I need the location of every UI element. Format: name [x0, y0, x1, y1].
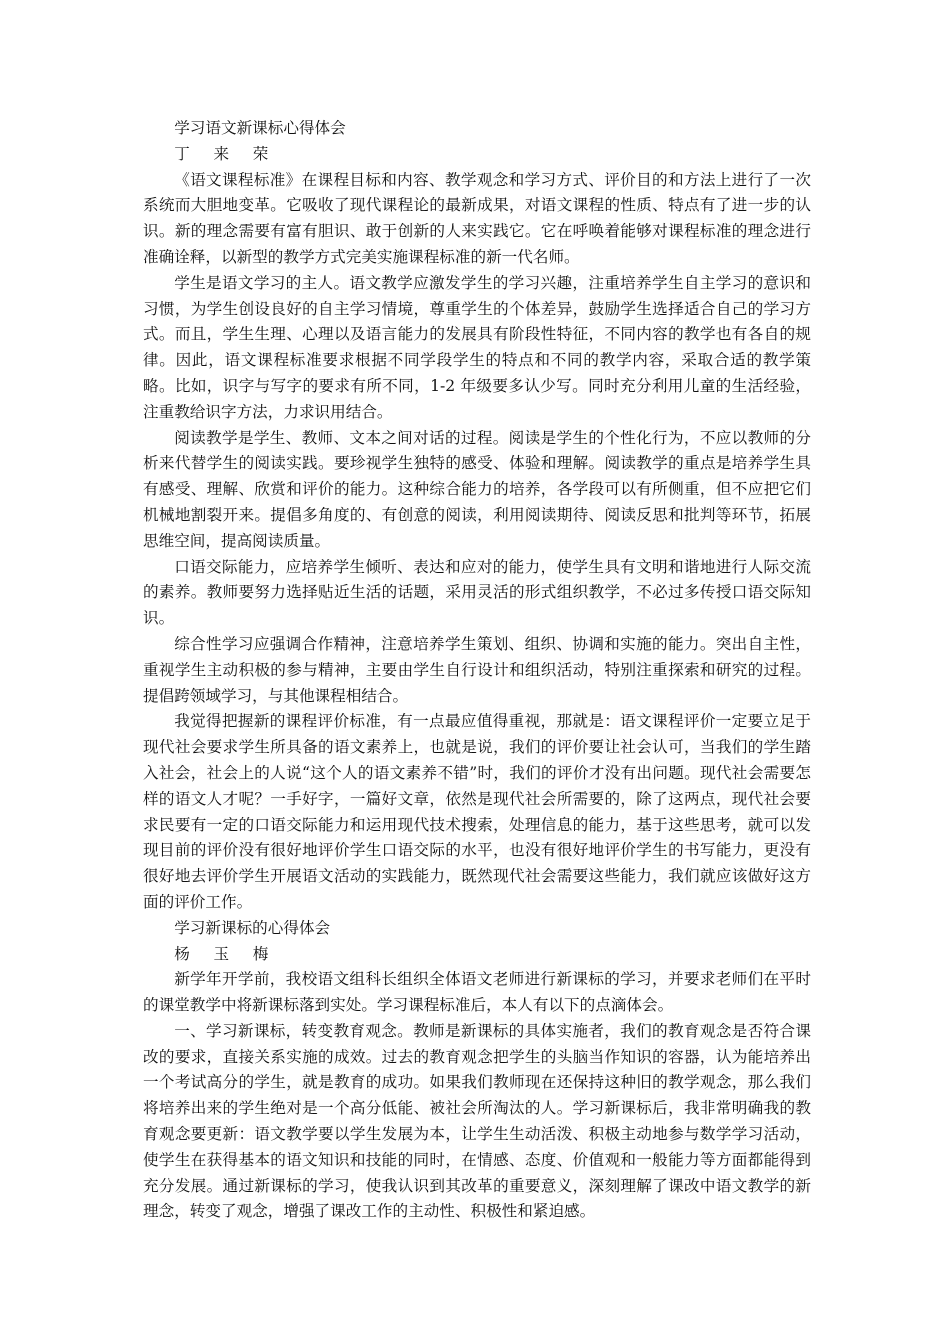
article1-paragraph: 阅读教学是学生、教师、文本之间对话的过程。阅读是学生的个性化行为，不应以教师的分析来代替学生的阅读实践。要珍视学生独特的感受、体验和理解。阅读教学的重点是培养学生具有感受、理解、欣赏和评价的能力。这种综合能力的培养，各学段可以有所侧重，但不应把它们机械地割裂开来。提倡多角度的、有创意的阅读，利用阅读期待、阅读反思和批判等环节，拓展思维空间，提高阅读质量。	[143, 428, 811, 550]
document-page	[143, 116, 811, 1225]
article2-title: 学习新课标的心得体会	[174, 918, 331, 937]
article1-paragraph: 学生是语文学习的主人。语文教学应激发学生的学习兴趣，注重培养学生自主学习的意识和习惯，为学生创设良好的自主学习情境，尊重学生的个体差异，鼓励学生选择适合自己的学习方式。而且，学生生理、心理以及语言能力的发展具有阶段性特征，不同内容的教学也有各自的规律。因此，语文课程标准要求根据不同学段学生的特点和不同的教学内容，采取合适的教学策略。比如，识字与写字的要求有所不同，1-2 年级要多认少写。同时充分利用儿童的生活经验，注重教给识字方法，力求识用结合。	[143, 273, 811, 421]
article1-author: 丁 来 荣	[174, 144, 278, 163]
article2-paragraph: 新学年开学前，我校语文组科长组织全体语文老师进行新课标的学习，并要求老师们在平时的课堂教学中将新课标落到实处。学习课程标准后，本人有以下的点滴体会。	[143, 970, 811, 1015]
article1-paragraph: 口语交际能力，应培养学生倾听、表达和应对的能力，使学生具有文明和谐地进行人际交流的素养。教师要努力选择贴近生活的话题，采用灵活的形式组织教学，不必过多传授口语交际知识。	[143, 557, 811, 628]
article2-paragraph: 一、学习新课标，转变教育观念。教师是新课标的具体实施者，我们的教育观念是否符合课改的要求，直接关系实施的成效。过去的教育观念把学生的头脑当作知识的容器，认为能培养出一个考试高分的学生，就是教育的成功。如果我们教师现在还保持这种旧的教学观念，那么我们将培养出来的学生绝对是一个高分低能、被社会所淘汰的人。学习新课标后，我非常明确我的教育观念要更新：语文教学要以学生发展为本，让学生生动活泼、积极主动地参与数学学习活动，使学生在获得基本的语文知识和技能的同时，在情感、态度、价值观和一般能力等方面都能得到充分发展。通过新课标的学习，使我认识到其改革的重要意义，深刻理解了课改中语文教学的新理念，转变了观念，增强了课改工作的主动性、积极性和紧迫感。	[143, 1021, 811, 1221]
article1-paragraph: 《语文课程标准》在课程目标和内容、教学观念和学习方式、评价目的和方法上进行了一次系统而大胆地变革。它吸收了现代课程论的最新成果，对语文课程的性质、特点有了进一步的认识。新的理念需要有富有胆识、敢于创新的人来实践它。它在呼唤着能够对课程标准的理念进行准确诠释，以新型的教学方式完美实施课程标准的新一代名师。	[143, 170, 811, 266]
article1-title: 学习语文新课标心得体会	[174, 119, 346, 137]
article1-paragraph: 我觉得把握新的课程评价标准，有一点最应值得重视，那就是：语文课程评价一定要立足于现代社会要求学生所具备的语文素养上，也就是说，我们的评价要让社会认可，当我们的学生踏入社会，社会上的人说“这个人的语文素养不错”时，我们的评价才没有出问题。现代社会需要怎样的语文人才呢？一手好字，一篇好文章，依然是现代社会所需要的，除了这两点，现代社会要求民要有一定的口语交际能力和运用现代技术搜索，处理信息的能力，基于这些思考，就可以发现目前的评价没有很好地评价学生口语交际的水平，也没有很好地评价学生的书写能力，更没有很好地去评价学生开展语文活动的实践能力，既然现代社会需要这些能力，我们就应该做好这方面的评价工作。	[143, 712, 811, 911]
article1-paragraph: 综合性学习应强调合作精神，注意培养学生策划、组织、协调和实施的能力。突出自主性，重视学生主动积极的参与精神，主要由学生自行设计和组织活动，特别注重探索和研究的过程。提倡跨领域学习，与其他课程相结合。	[143, 634, 811, 705]
article2-author: 杨 玉 梅	[174, 944, 278, 963]
